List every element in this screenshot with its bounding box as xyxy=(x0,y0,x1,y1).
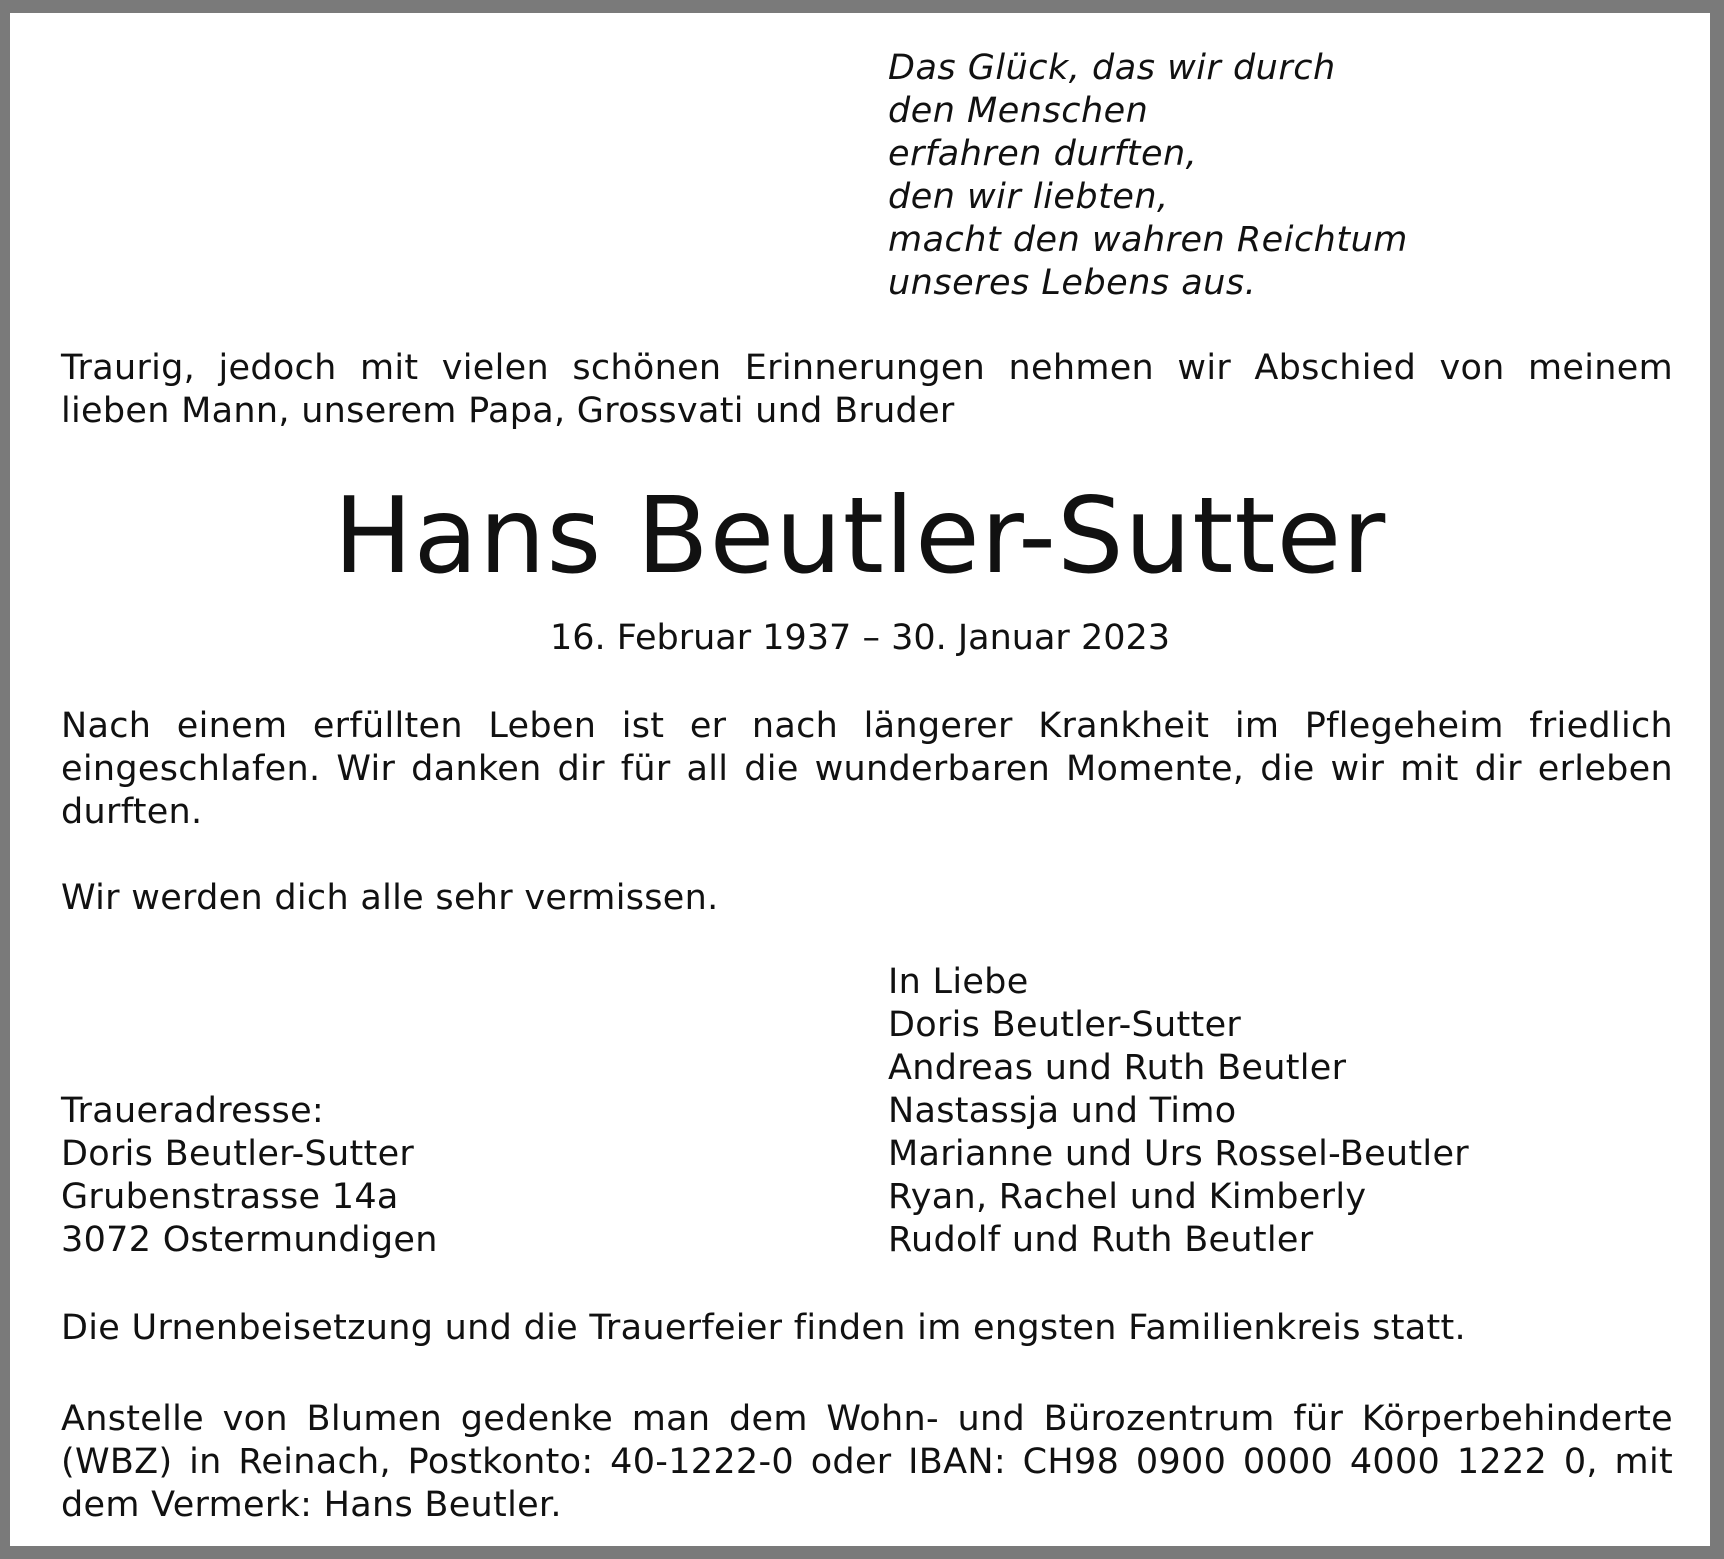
body-paragraph-1: Nach einem erfüllten Leben ist er nach längerer Krankheit im Pflegeheim friedlich eingeschlafen. Wir danken dir für all die wunderbaren Momente, die wir mit dir erleben durften. xyxy=(61,706,1673,832)
poem: Das Glück, das wir durch den Menschen erfahren durften, den wir liebten, macht den wahren Reichtum unseres Lebens aus. xyxy=(888,48,1408,303)
life-dates: 16. Februar 1937 – 30. Januar 2023 xyxy=(549,618,1171,658)
deceased-name: Hans Beutler-Sutter xyxy=(333,475,1387,597)
family-signature: In Liebe Doris Beutler-Sutter Andreas und Ruth Beutler Nastassja und Timo Marianne und Urs Rossel-Beutler Ryan, Rachel und Kimberly Rudolf und Ruth Beutler xyxy=(888,962,1469,1260)
body-paragraph-2: Wir werden dich alle sehr vermissen. xyxy=(61,878,719,918)
intro-text: Traurig, jedoch mit vielen schönen Erinnerungen nehmen wir Abschied von meinem lieben Mann, unserem Papa, Grossvati und Bruder xyxy=(61,348,1673,431)
funeral-note: Die Urnenbeisetzung und die Trauerfeier finden im engsten Familienkreis statt. xyxy=(61,1308,1466,1348)
donation-note: Anstelle von Blumen gedenke man dem Wohn- und Bürozentrum für Körperbehinderte (WBZ) in Reinach, Postkonto: 40-1222-0 oder IBAN: CH98 0900 0000 4000 1222 0, mit dem Vermerk: Hans Beutler. xyxy=(61,1399,1673,1525)
mourning-address: Traueradresse: Doris Beutler-Sutter Grubenstrasse 14a 3072 Ostermundigen xyxy=(61,1091,438,1260)
